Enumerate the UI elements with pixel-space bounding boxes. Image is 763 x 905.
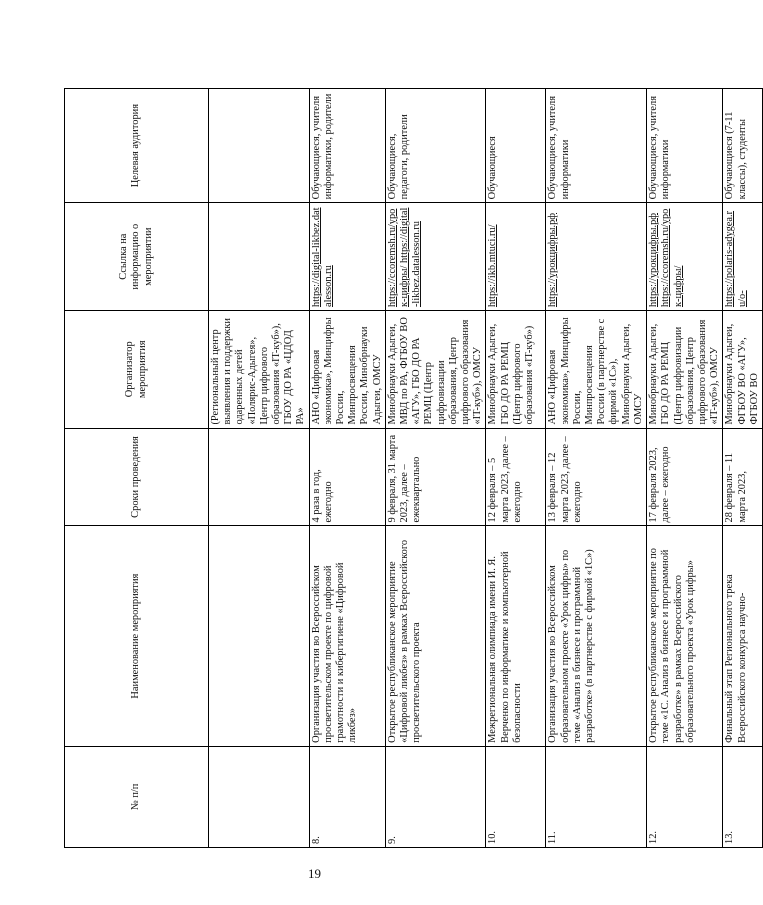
row-num: 8. bbox=[309, 746, 385, 847]
row-dates: 13 февраля – 12 марта 2023, далее – ежегодно bbox=[546, 428, 647, 526]
row-organizer: Минобрнауки Адыгеи, МВД по РА, ФГБОУ ВО «АГУ», ГБО ДО РА РЕМЦ (Центр цифровизации образования, Центр цифрового образования «IT-куб»), ОМСУ bbox=[385, 311, 486, 429]
table-row bbox=[723, 89, 763, 848]
row-num: 13. bbox=[723, 746, 763, 847]
table-container bbox=[64, 88, 763, 848]
table-row bbox=[385, 89, 486, 848]
page-number: 19 bbox=[308, 866, 321, 881]
row-link[interactable]: https://урокцифры.рф https://ccoremsh.ru/урок-цифры/ bbox=[647, 203, 723, 311]
events-table bbox=[64, 88, 763, 848]
row-name: Организация участия во Всероссийском образовательном проекте «Урок цифры» по теме «Анализ в бизнесе и программной разработке» (в партнерстве с фирмой «1С») bbox=[546, 526, 647, 746]
row-audience: Обучающиеся, учителя информатики, родители bbox=[309, 89, 385, 203]
header-organizer: Организатор мероприятия bbox=[65, 311, 209, 429]
row-audience: Обучающиеся, педагоги, родители bbox=[385, 89, 486, 203]
row-dates: 28 февраля – 11 марта 2023, bbox=[723, 428, 763, 526]
row-name: Финальный этап Регионального трека Всероссийского конкурса научно- bbox=[723, 526, 763, 746]
row-audience: Обучающиеся, учителя информатики bbox=[647, 89, 723, 203]
header-num: № п/п bbox=[65, 746, 209, 847]
row-dates: 9 февраля, 31 марта 2023, далее – ежеквартально bbox=[385, 428, 486, 526]
row-link[interactable]: https://polaris-adygea.ru/o- bbox=[723, 203, 763, 311]
row-name: Открытое республиканское мероприятие по теме «1С. Анализ в бизнесе и программной разработке» в рамках Всероссийского образовательного проекта «Урок цифры» bbox=[647, 526, 723, 746]
cont-name bbox=[209, 526, 310, 746]
row-organizer: Минобрнауки Адыгеи, ФГБОУ ВО «АГУ», ФГБОУ ВО bbox=[723, 311, 763, 429]
row-link[interactable]: https://урокцифры.рф bbox=[546, 203, 647, 311]
cont-dates bbox=[209, 428, 310, 526]
header-link: Ссылка на информацию о мероприятии bbox=[65, 203, 209, 311]
row-audience: Обучающиеся (7-11 классы), студенты bbox=[723, 89, 763, 203]
row-name: Открытое республиканское мероприятие «Цифровой ликбез» в рамках Всероссийского просветительского проекта bbox=[385, 526, 486, 746]
row-link[interactable]: https://digital-likbez.datalesson.ru bbox=[309, 203, 385, 311]
row-num: 10. bbox=[486, 746, 546, 847]
row-link[interactable]: https://ikb.mtuci.ru/ bbox=[486, 203, 546, 311]
header-name: Наименование мероприятия bbox=[65, 526, 209, 746]
row-name: Организация участия во Всероссийском просветительском проекте по цифровой грамотности и кибергигиене «Цифровой ликбез» bbox=[309, 526, 385, 746]
row-num: 12. bbox=[647, 746, 723, 847]
table-header-row bbox=[65, 89, 209, 848]
row-num: 11. bbox=[546, 746, 647, 847]
table-row bbox=[309, 89, 385, 848]
row-link[interactable]: https://ccoremsh.ru/урок-цифры/ https://digital-likbez.datalesson.ru bbox=[385, 203, 486, 311]
row-organizer: АНО «Цифровая экономика», Минцифры России, Минпросвещения России, Минобрнауки Адыгеи, ОМСУ bbox=[309, 311, 385, 429]
row-dates: 12 февраля – 5 марта 2023, далее – ежегодно bbox=[486, 428, 546, 526]
row-organizer: АНО «Цифровая экономика», Минцифры России, Минпросвещения России (в партнерстве с фирмой «1С»), Минобрнауки Адыгеи, ОМСУ bbox=[546, 311, 647, 429]
row-dates: 17 февраля 2023, далее – ежегодно bbox=[647, 428, 723, 526]
table-row bbox=[486, 89, 546, 848]
row-dates: 4 раза в год, ежегодно bbox=[309, 428, 385, 526]
cont-link bbox=[209, 203, 310, 311]
cont-audience bbox=[209, 89, 310, 203]
header-audience: Целевая аудитория bbox=[65, 89, 209, 203]
table-row bbox=[546, 89, 647, 848]
continuation-row bbox=[209, 89, 310, 848]
cont-num bbox=[209, 746, 310, 847]
table-row bbox=[647, 89, 723, 848]
row-audience: Обучающиеся bbox=[486, 89, 546, 203]
header-dates: Сроки проведения bbox=[65, 428, 209, 526]
row-organizer: Минобрнауки Адыгеи, ГБО ДО РА РЕМЦ (Центр цифровизации образования, Центр цифрового образования «IT-куб»), ОМСУ bbox=[647, 311, 723, 429]
row-num: 9. bbox=[385, 746, 486, 847]
row-organizer: Минобрнауки Адыгеи, ГБО ДО РА РЕМЦ (Центр цифрового образования «IT-куб») bbox=[486, 311, 546, 429]
cont-organizer: (Региональный центр выявления и поддержки одаренных детей «Полярис-Адыгея», Центр цифрового образования «IT-куб»), ГБОУ ДО РА «ЦДОД РА» bbox=[209, 311, 310, 429]
row-name: Межрегиональная олимпиада имени И. Я. Верченко по информатике и компьютерной безопасности bbox=[486, 526, 546, 746]
row-audience: Обучающиеся, учителя информатики bbox=[546, 89, 647, 203]
